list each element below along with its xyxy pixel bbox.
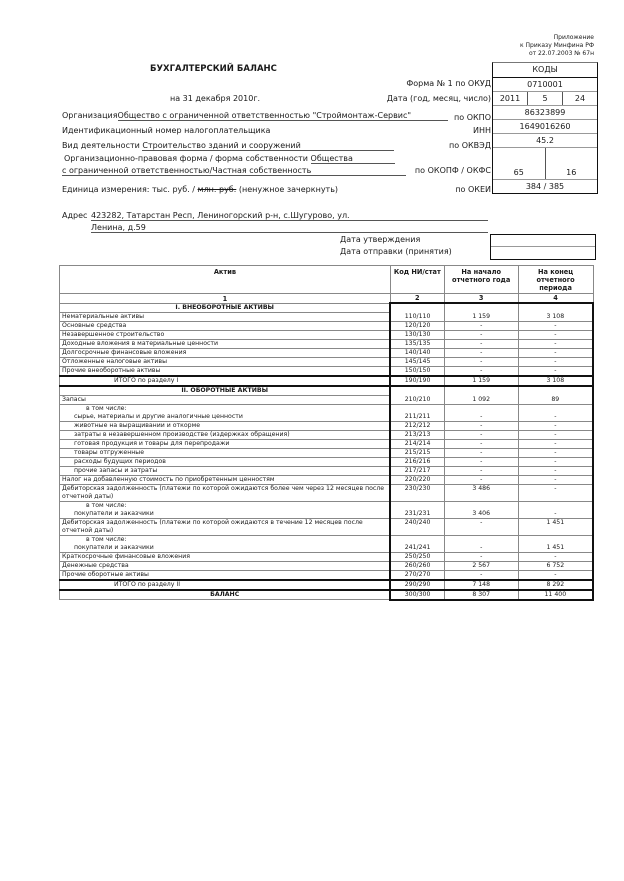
row-code: 140/140 [390, 348, 444, 357]
subheading-row [60, 501, 594, 510]
table-header-row [60, 266, 594, 294]
address-line-1: 423282, Татарстан Респ, Лениногорский р-н, с.Шугурово, ул. [91, 211, 488, 221]
row-code: 150/150 [390, 366, 444, 376]
row-start: - [444, 466, 518, 475]
row-code: 230/230 [390, 484, 444, 501]
row-end: 3 108 [518, 312, 593, 321]
row-name: товары отгруженные [60, 448, 391, 457]
row-name: Краткосрочные финансовые вложения [60, 552, 391, 561]
row-end: - [518, 330, 593, 339]
empty-cell [518, 404, 593, 413]
row-code: 212/212 [390, 421, 444, 430]
table-row [60, 330, 594, 339]
row-end: - [518, 439, 593, 448]
table-row [60, 552, 594, 561]
row-start: - [444, 544, 518, 553]
col-number: 2 [390, 294, 444, 304]
row-start: - [444, 430, 518, 439]
table-row [60, 413, 594, 422]
approval-date-field [491, 235, 595, 247]
dates-box [490, 234, 596, 260]
section-1-title: I. ВНЕОБОРОТНЫЕ АКТИВЫ [60, 303, 391, 312]
send-date-field [491, 247, 595, 258]
row-start: - [444, 339, 518, 348]
row-code: 290/290 [390, 580, 444, 590]
date-label: Дата (год, месяц, число) [386, 94, 491, 103]
row-name: Незавершенное строительство [60, 330, 391, 339]
org-row [62, 111, 448, 121]
row-code: 135/135 [390, 339, 444, 348]
section-2-title: II. ОБОРОТНЫЕ АКТИВЫ [60, 386, 391, 396]
empty-cell [444, 501, 518, 510]
total-row [60, 580, 594, 590]
row-name: расходы будущих периодов [60, 457, 391, 466]
day-value: 24 [574, 94, 586, 103]
row-start: - [444, 348, 518, 357]
row-end: - [518, 413, 593, 422]
row-name: Основные средства [60, 321, 391, 330]
okud-value: 0710001 [527, 80, 563, 89]
legal-form-value-2: с ограниченной ответственностью/Частная собственность [62, 166, 406, 176]
legal-form-row [64, 154, 395, 164]
row-name: Отложенные налоговые активы [60, 357, 391, 366]
empty-cell [444, 404, 518, 413]
col-number: 3 [444, 294, 518, 304]
col-header-start: На начало отчетного года [444, 266, 518, 294]
row-name: Запасы [60, 395, 391, 404]
table-row [60, 448, 594, 457]
okfs-value: 16 [566, 168, 577, 177]
okved-value: 45.2 [536, 136, 554, 145]
month-value: 5 [528, 92, 563, 105]
table-row [60, 421, 594, 430]
empty-cell [518, 386, 593, 396]
inn-label: ИНН [472, 126, 491, 135]
row-name: затраты в незавершенном производстве (издержках обращения) [60, 430, 391, 439]
row-code: 270/270 [390, 570, 444, 580]
address-label: Адрес [62, 211, 88, 220]
row-code: 145/145 [390, 357, 444, 366]
row-name: в том числе: [60, 404, 391, 413]
okpo-value: 86323899 [524, 108, 566, 117]
row-code: 216/216 [390, 457, 444, 466]
unit-note: (ненужное зачеркнуть) [236, 185, 339, 194]
row-start: - [444, 475, 518, 484]
okpo-code [493, 106, 597, 120]
row-code: 217/217 [390, 466, 444, 475]
row-end: - [518, 466, 593, 475]
row-end: 11 400 [518, 590, 593, 600]
row-code: 240/240 [390, 518, 444, 535]
row-start: - [444, 357, 518, 366]
subheading-row [60, 535, 594, 544]
inn-value: 1649016260 [519, 122, 571, 131]
row-end: 1 451 [518, 544, 593, 553]
empty-cell [444, 535, 518, 544]
okopf-okfs-code [493, 148, 597, 180]
col-number: 4 [518, 294, 593, 304]
okud-label: Форма № 1 по ОКУД [406, 79, 491, 88]
row-start: - [444, 413, 518, 422]
empty-cell [444, 386, 518, 396]
row-end: 89 [518, 395, 593, 404]
table-row [60, 518, 594, 535]
row-code: 213/213 [390, 430, 444, 439]
row-name: Дебиторская задолженность (платежи по которой ожидаются в течение 12 месяцев после отчетной даты) [60, 518, 391, 535]
row-name: готовая продукция и товары для перепродажи [60, 439, 391, 448]
date-code [493, 92, 597, 106]
col-number: 1 [60, 294, 391, 304]
okei-code [493, 180, 597, 193]
row-code: 220/220 [390, 475, 444, 484]
row-end: - [518, 484, 593, 501]
row-end: - [518, 321, 593, 330]
table-row [60, 439, 594, 448]
row-start: 1 159 [444, 376, 518, 386]
row-start: 1 092 [444, 395, 518, 404]
row-start: - [444, 552, 518, 561]
activity-value: Строительство зданий и сооружений [142, 141, 394, 151]
row-name: Налог на добавленную стоимость по приобретенным ценностям [60, 475, 391, 484]
inn-code [493, 120, 597, 134]
row-end: - [518, 448, 593, 457]
table-row [60, 357, 594, 366]
row-name: Прочие внеоборотные активы [60, 366, 391, 376]
row-code: 130/130 [390, 330, 444, 339]
legal-form-value-1: Общества [311, 154, 395, 164]
row-code: 260/260 [390, 561, 444, 570]
table-row [60, 466, 594, 475]
row-start: 3 406 [444, 510, 518, 519]
row-code: 190/190 [390, 376, 444, 386]
okpo-label: по ОКПО [454, 113, 491, 122]
okopf-label: по ОКОПФ / ОКФС [414, 166, 491, 175]
row-end: - [518, 421, 593, 430]
row-code: 211/211 [390, 413, 444, 422]
row-end: - [518, 475, 593, 484]
row-start: 7 148 [444, 580, 518, 590]
empty-cell [390, 404, 444, 413]
row-end: 6 752 [518, 561, 593, 570]
activity-row [62, 141, 394, 151]
row-end: - [518, 570, 593, 580]
empty-cell [390, 535, 444, 544]
empty-cell [518, 535, 593, 544]
section-heading-row [60, 303, 594, 312]
address-line-2: Ленина, д.59 [91, 223, 488, 233]
row-end: - [518, 339, 593, 348]
table-row [60, 475, 594, 484]
row-code: 241/241 [390, 544, 444, 553]
table-row [60, 544, 594, 553]
row-code: 215/215 [390, 448, 444, 457]
row-name: Денежные средства [60, 561, 391, 570]
legal-form-row-2 [62, 166, 406, 176]
row-end: 1 451 [518, 518, 593, 535]
okud-code [493, 78, 597, 92]
table-row [60, 457, 594, 466]
column-numbers-row [60, 294, 594, 304]
col-header-asset: Актив [60, 266, 391, 294]
row-start: - [444, 448, 518, 457]
row-name: Доходные вложения в материальные ценности [60, 339, 391, 348]
row-name: ИТОГО по разделу II [60, 580, 391, 590]
empty-cell [390, 386, 444, 396]
table-row [60, 312, 594, 321]
codes-header: КОДЫ [493, 63, 597, 78]
appendix-line: Приложение [553, 34, 594, 41]
row-end: - [518, 348, 593, 357]
row-end: - [518, 366, 593, 376]
inn-text: Идентификационный номер налогоплательщика [62, 126, 271, 135]
row-code: 120/120 [390, 321, 444, 330]
legal-form-label: Организационно-правовая форма / форма собственности [64, 154, 308, 163]
row-name: Долгосрочные финансовые вложения [60, 348, 391, 357]
appendix-line: к Приказу Минфина РФ [519, 42, 594, 49]
section-heading-row [60, 386, 594, 396]
row-name: БАЛАНС [60, 590, 391, 600]
row-end: 3 108 [518, 376, 593, 386]
subheading-row [60, 404, 594, 413]
col-header-code: Код НИ/стат [390, 266, 444, 294]
org-label: Организация [62, 111, 118, 120]
unit-row [62, 185, 338, 194]
row-start: - [444, 330, 518, 339]
row-end: - [518, 357, 593, 366]
row-start: - [444, 439, 518, 448]
row-end: - [518, 552, 593, 561]
row-start: - [444, 518, 518, 535]
row-end: - [518, 430, 593, 439]
balance-row [60, 590, 594, 600]
table-row [60, 366, 594, 376]
col-header-end: На конец отчетного периода [518, 266, 593, 294]
row-start: - [444, 457, 518, 466]
row-name: Дебиторская задолженность (платежи по которой ожидаются более чем через 12 месяцев после отчетной даты) [60, 484, 391, 501]
row-name: животные на выращивании и откорме [60, 421, 391, 430]
row-name: покупатели и заказчики [60, 510, 391, 519]
table-row [60, 395, 594, 404]
org-value: Общество с ограниченной ответственностью "Строймонтаж-Сервис" [118, 111, 448, 121]
row-code: 210/210 [390, 395, 444, 404]
table-row [60, 348, 594, 357]
okopf-value: 65 [493, 148, 546, 179]
row-end: - [518, 510, 593, 519]
row-start: - [444, 366, 518, 376]
document-title: БУХГАЛТЕРСКИЙ БАЛАНС [150, 64, 277, 74]
row-name: Прочие оборотные активы [60, 570, 391, 580]
year-value: 2011 [493, 92, 528, 105]
send-date-label: Дата отправки (принятия) [340, 247, 452, 256]
empty-cell [390, 501, 444, 510]
balance-table [59, 265, 594, 601]
row-name: ИТОГО по разделу I [60, 376, 391, 386]
empty-cell [390, 303, 444, 312]
appendix-line: от 22.07.2003 № 67н [528, 50, 594, 57]
codes-box [492, 62, 598, 194]
row-name: покупатели и заказчики [60, 544, 391, 553]
row-start: 8 307 [444, 590, 518, 600]
report-date: на 31 декабря 2010г. [170, 94, 261, 103]
row-code: 231/231 [390, 510, 444, 519]
unit-text: Единица измерения: тыс. руб. / [62, 185, 198, 194]
approval-date-label: Дата утверждения [340, 235, 421, 244]
row-start: - [444, 570, 518, 580]
okved-code [493, 134, 597, 148]
row-end: 8 292 [518, 580, 593, 590]
row-end: - [518, 457, 593, 466]
table-row [60, 321, 594, 330]
row-start: - [444, 421, 518, 430]
table-row [60, 561, 594, 570]
row-code: 300/300 [390, 590, 444, 600]
table-row [60, 510, 594, 519]
table-row [60, 484, 594, 501]
row-code: 214/214 [390, 439, 444, 448]
row-start: - [444, 321, 518, 330]
okei-label: по ОКЕИ [455, 185, 491, 194]
table-row [60, 430, 594, 439]
table-row [60, 570, 594, 580]
total-row [60, 376, 594, 386]
row-name: в том числе: [60, 501, 391, 510]
row-name: прочие запасы и затраты [60, 466, 391, 475]
table-row [60, 339, 594, 348]
row-start: 2 567 [444, 561, 518, 570]
empty-cell [444, 303, 518, 312]
unit-struck: млн. руб. [197, 185, 237, 194]
empty-cell [518, 501, 593, 510]
appendix-note [520, 34, 594, 58]
row-code: 250/250 [390, 552, 444, 561]
row-code: 110/110 [390, 312, 444, 321]
row-start: 3 486 [444, 484, 518, 501]
row-name: Нематериальные активы [60, 312, 391, 321]
row-start: 1 159 [444, 312, 518, 321]
empty-cell [518, 303, 593, 312]
activity-label: Вид деятельности [62, 141, 140, 150]
row-name: сырье, материалы и другие аналогичные ценности [60, 413, 391, 422]
okei-value: 384 / 385 [525, 182, 565, 191]
row-name: в том числе: [60, 535, 391, 544]
okved-label: по ОКВЭД [449, 141, 491, 150]
